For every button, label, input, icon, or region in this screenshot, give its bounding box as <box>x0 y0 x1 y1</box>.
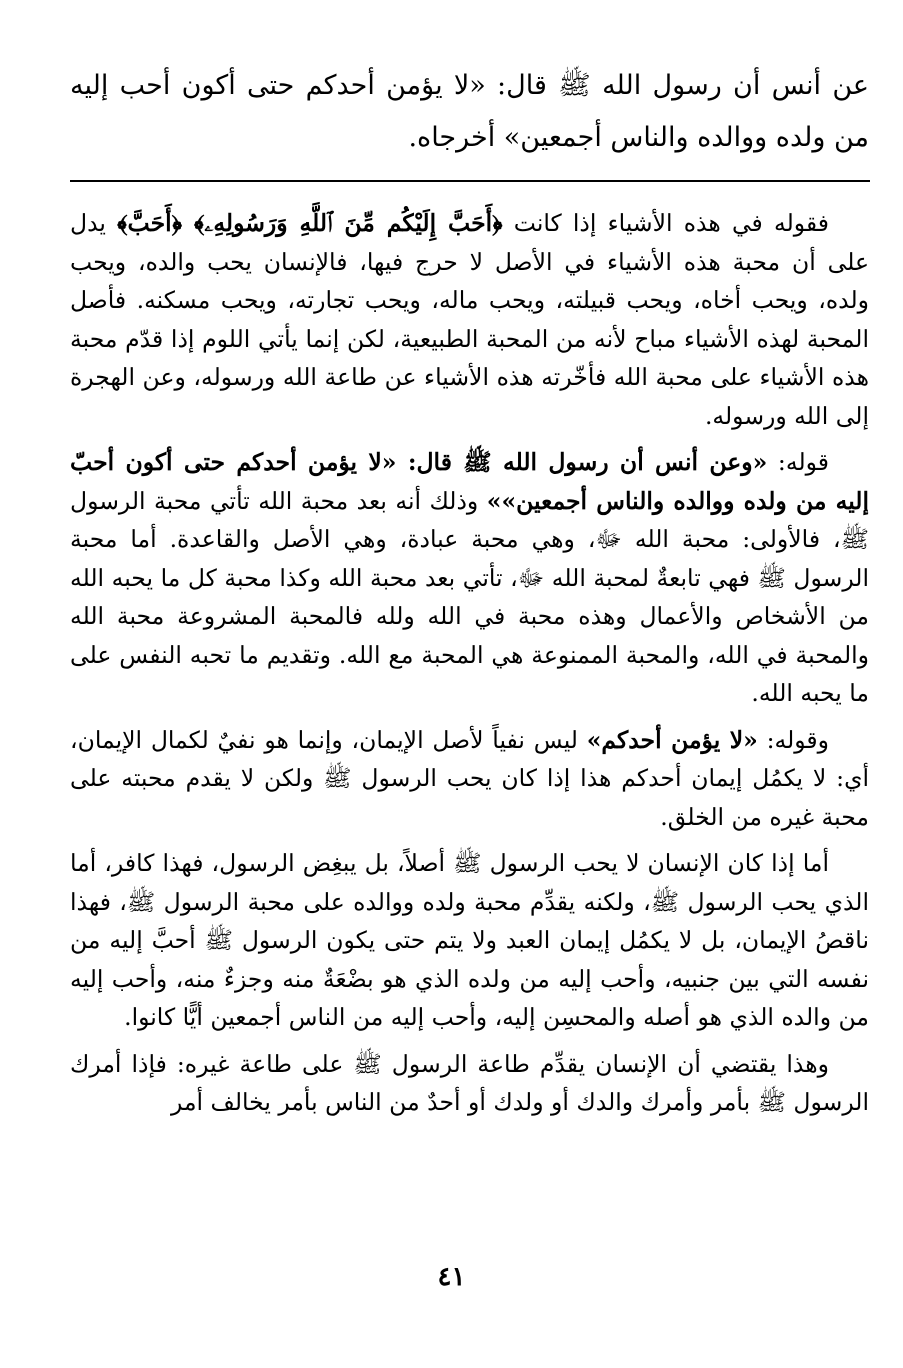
paragraph-3-body: ليس نفياً لأصل الإيمان، وإنما هو نفيٌ لكمال الإيمان، أي: لا يكمُل إيمان أحدكم هذا إذا كان يحب الرسول ﷺ ولكن لا يقدم محبته على محبة غيره من الخلق. <box>70 725 869 831</box>
paragraph-3-intro: وقوله: <box>757 725 829 754</box>
quran-quote: ﴿أَحَبَّ إِلَيْكُم مِّنَ ٱللَّهِ وَرَسُولِهِۦ﴾ ﴿أَحَبَّ﴾ <box>117 209 503 237</box>
page-number: ٤١ <box>437 1262 466 1292</box>
commentary <box>70 204 869 1122</box>
paragraph-1 <box>70 204 869 435</box>
paragraph-2 <box>70 443 869 713</box>
section-divider <box>70 180 870 182</box>
hadith-quote: «وعن أنس أن رسول الله ﷺ قال: «لا يؤمن أحدكم حتى أكون أحبّ إليه من ولده ووالده والناس أجمعين»» <box>70 448 869 515</box>
paragraph-5: وهذا يقتضي أن الإنسان يقدِّم طاعة الرسول ﷺ على طاعة غيره: فإذا أمرك الرسول ﷺ بأمر وأمرك والدك أو ولدك أو أحدٌ من الناس بأمر يخالف أمر <box>70 1049 869 1116</box>
paragraph-3 <box>70 721 869 837</box>
hadith-line: عن أنس أن رسول الله ﷺ قال: «لا يؤمن أحدكم حتى أكون أحب إليه من ولده ووالده والناس أجمعين» أخرجاه. <box>70 70 869 153</box>
hadith-text <box>70 60 869 164</box>
paragraph-1-body: يدل على أن محبة هذه الأشياء في الأصل لا حرج فيها، فالإنسان يحب والده، ويحب ولده، ويحب أخاه، ويحب قبيلته، ويحب ماله، ويحب تجارته، ويحب مسكنه. فأصل المحبة لهذه الأشياء مباح لأنه من المحبة الطبيعية، لكن إنما يأتي اللوم إذا قدّم محبة هذه الأشياء على محبة الله فأخّرته هذه الأشياء عن طاعة الله ورسوله، وعن الهجرة إلى الله ورسوله. <box>70 209 869 430</box>
paragraph-1-intro: فقوله في هذه الأشياء إذا كانت <box>502 209 829 237</box>
hadith-phrase: «لا يؤمن أحدكم» <box>586 725 758 754</box>
paragraph-4: أما إذا كان الإنسان لا يحب الرسول ﷺ أصلاً، بل يبغِض الرسول، فهذا كافر، أما الذي يحب الرسول ﷺ، ولكنه يقدِّم محبة ولده ووالده على محبة الرسول ﷺ، فهذا ناقصُ الإيمان، بل لا يكمُل إيمان العبد ولا يتم حتى يكون الرسول ﷺ أحبَّ إليه من نفسه التي بين جنبيه، وأحب إليه من ولده الذي هو بضْعَةٌ منه وجزءٌ منه، وأحب إليه من والده الذي هو أصله والمحسِن إليه، وأحب إليه من الناس أجمعين أيًّا كانوا. <box>70 849 869 1031</box>
paragraph-2-intro: قوله: <box>767 448 829 476</box>
paragraph-2-body: وذلك أنه بعد محبة الله تأتي محبة الرسول ﷺ، فالأولى: محبة الله ﷻ، وهي محبة عبادة، وهي الأصل والقاعدة. أما محبة الرسول ﷺ فهي تابعةٌ لمحبة الله ﷻ، تأتي بعد محبة الله وكذا محبة كل ما يحبه الله من الأشخاص والأعمال وهذه محبة في الله ولله فالمحبة المشروعة محبة الله والمحبة في الله، والمحبة الممنوعة هي المحبة مع الله. وتقديم ما تحبه النفس على ما يحبه الله. <box>70 486 869 707</box>
